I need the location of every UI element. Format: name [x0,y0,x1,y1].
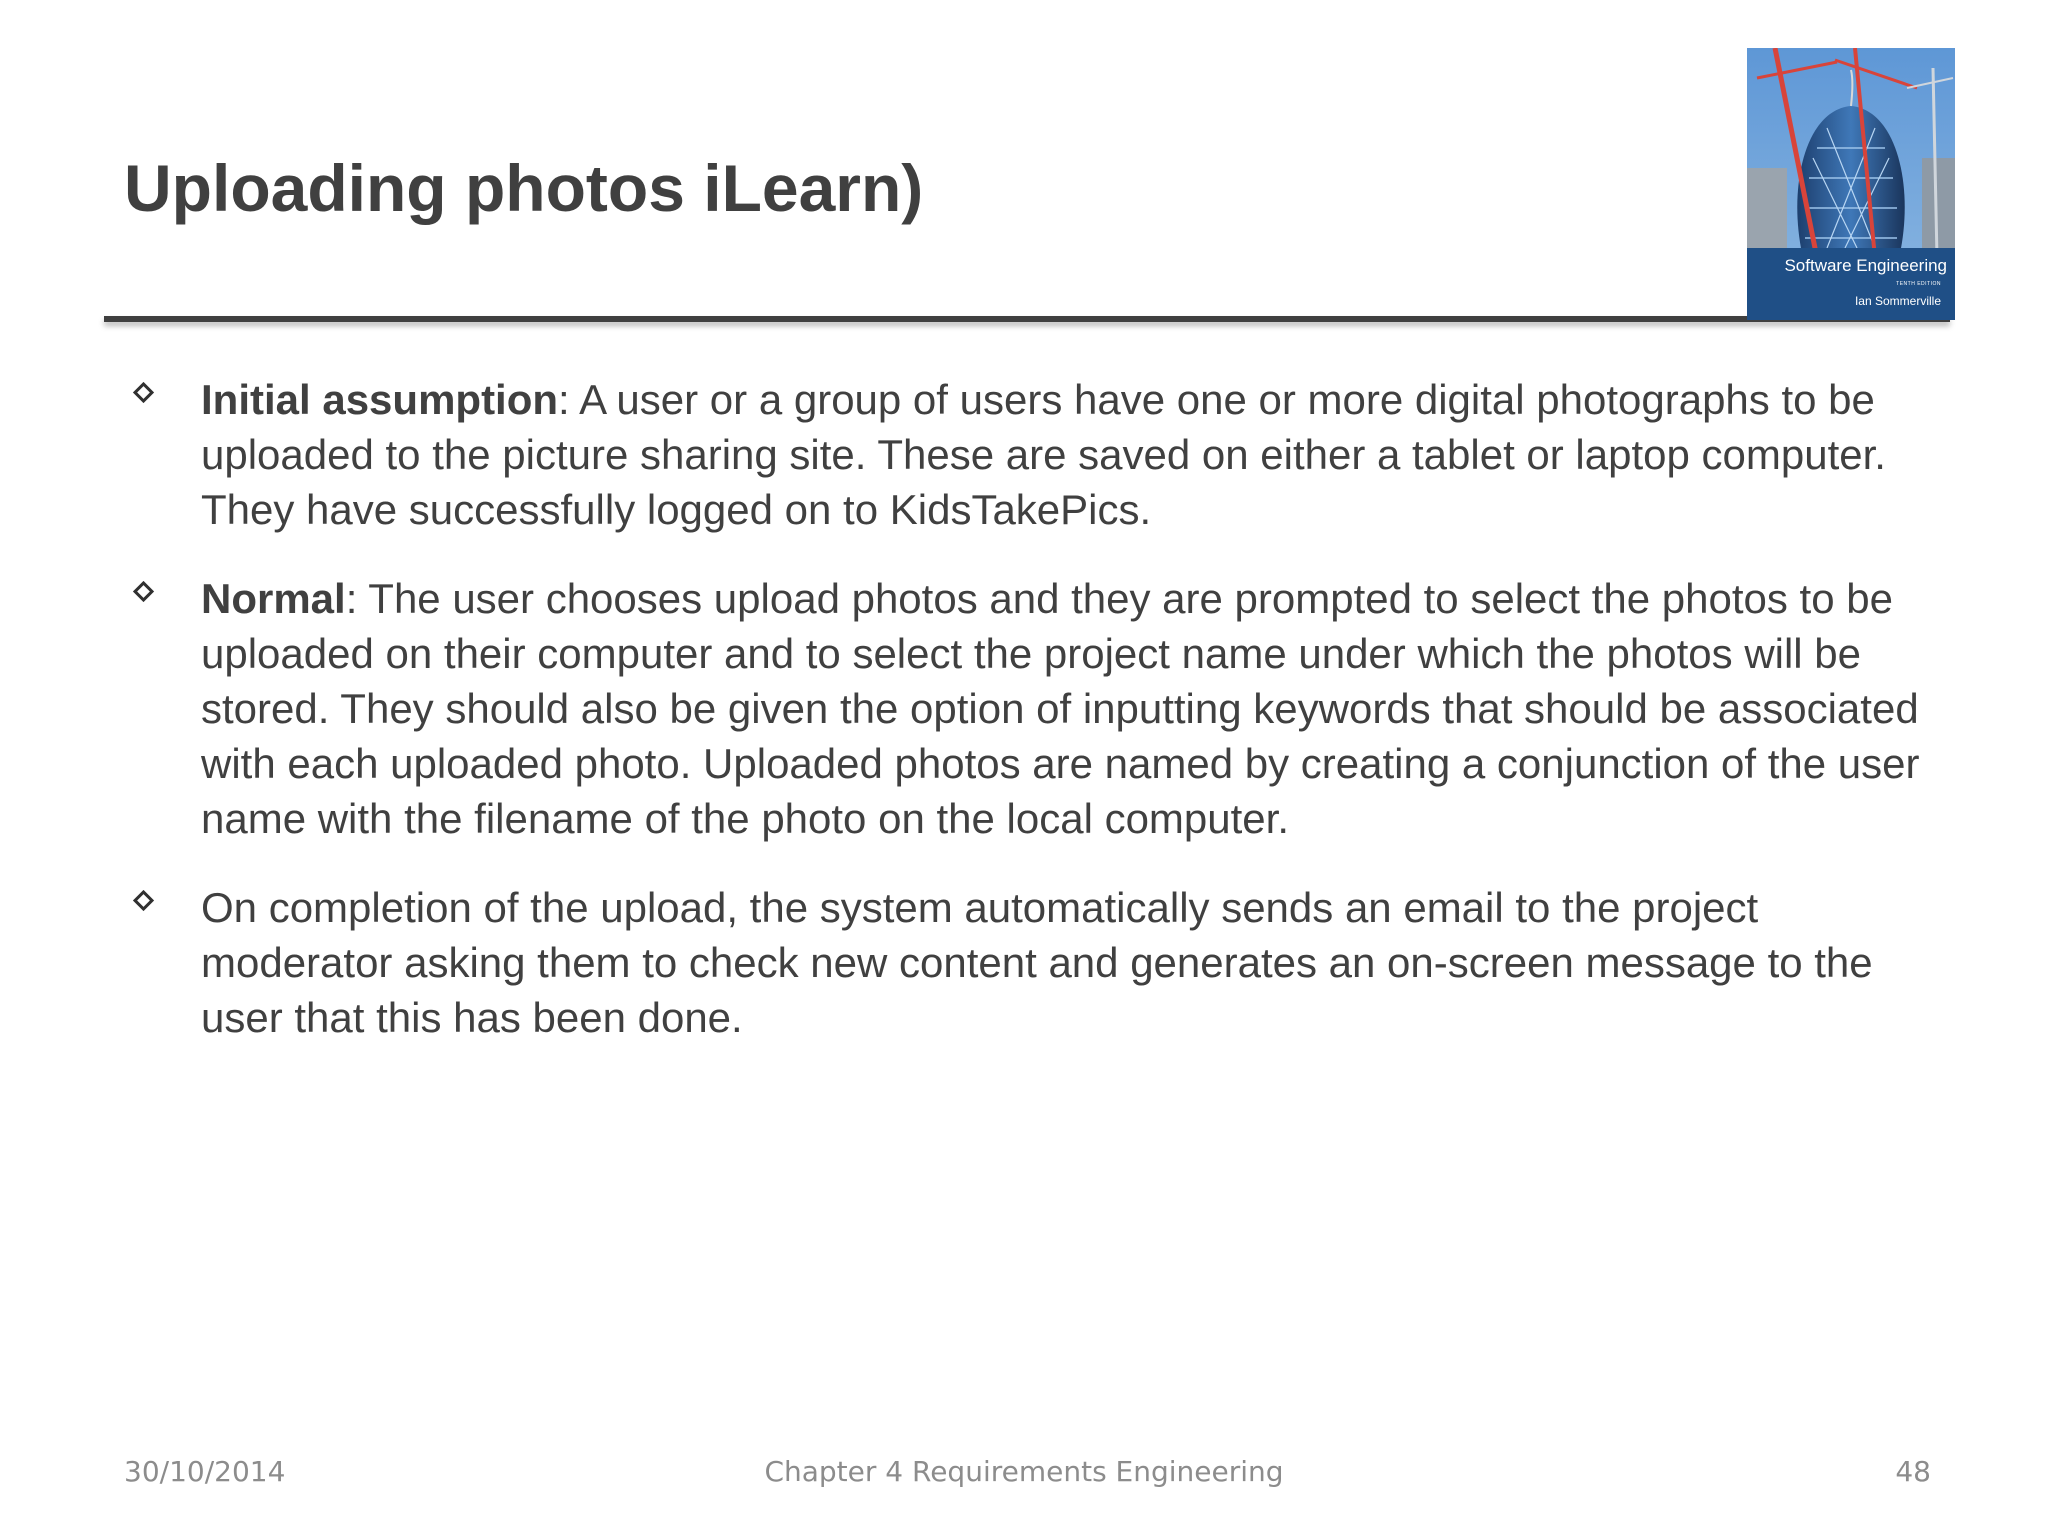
bullet-text: : A user or a group of users have one or more digital photographs to be uploaded to the picture sharing site. These are saved on either a tablet or laptop computer. They have successfully logged on to KidsTakePics. [201,376,1886,533]
diamond-bullet-icon [133,382,154,403]
bullet-text: : The user chooses upload photos and they are prompted to select the photos to be uploaded on their computer and to select the project name under which the photos will be stored. They should also be given the option of inputting keywords that should be associated with each uploaded photo. Uploaded photos are named by creating a conjunction of the user name with the filename of the photo on the local computer. [201,575,1920,842]
slide-title: Uploading photos iLearn) [124,151,924,225]
bullet-label: Initial assumption [201,376,559,423]
diamond-bullet-icon [133,890,154,911]
bullet-list [124,372,1944,1079]
book-cover-image [1747,48,1955,320]
bullet-label: Normal [201,575,346,622]
bullet-text: On completion of the upload, the system automatically sends an email to the project moderator asking them to check new content and generates an on-screen message to the user that this has been done. [201,884,1873,1041]
book-cover-author: Ian Sommerville [1854,294,1941,308]
book-cover-title: Software Engineering [1784,256,1947,275]
bullet-item-completion [124,880,1944,1045]
footer-chapter: Chapter 4 Requirements Engineering [764,1455,1284,1488]
footer-page-number: 48 [1895,1455,1931,1488]
book-cover-illustration [1747,48,1955,320]
diamond-bullet-icon [133,581,154,602]
bullet-item-initial-assumption [124,372,1944,537]
title-divider [104,316,1950,322]
bullet-item-normal [124,571,1944,846]
book-cover-edition: TENTH EDITION [1896,281,1941,287]
footer-date: 30/10/2014 [124,1455,286,1488]
